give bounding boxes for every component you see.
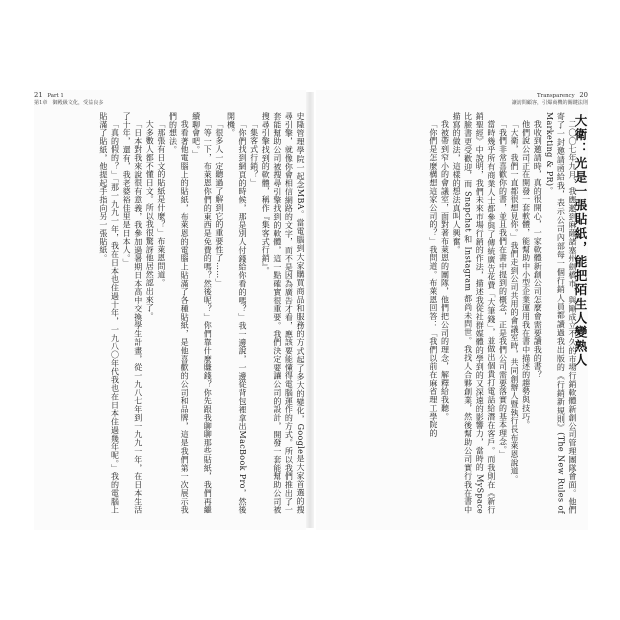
- left-chapter-title: 第1章 御殿級文化，受益良多: [34, 100, 104, 106]
- paragraph: 我被帶到窄小的會議室，面對著布萊恩的團隊，他們把公司的理念，解釋給我聽。: [440, 120, 450, 421]
- right-page-number: 20: [579, 91, 588, 99]
- paragraph: 「真的假的？」「那一九九一年，我在日本也住過十年，一九八〇年代我也在日本住過幾年呢。」我的電腦上貼滿了貼紙，他提起手指向另一張貼紙。: [98, 112, 120, 514]
- paragraph: 我收到邀請時，真的很開心，一家軟體新創公司怎麼會需要讀我的書？: [533, 120, 543, 379]
- paragraph: 「大衛，我們一直都很想見你。」我們走到公司共用的會議室時，共同創辦人暨執行長布萊恩說道。: [510, 120, 520, 484]
- paragraph: 「那張有日文的貼紙是什麼？」布萊恩問道。: [156, 120, 166, 287]
- paragraph: 「等一下，布萊恩你們的東西是免費的嗎？然後呢？」你們靠什麼賺錢？你先跟我聊聊那些貼紙，我們再繼續聊會吧。」: [191, 112, 213, 514]
- right-running-header: [512, 92, 588, 107]
- paragraph: 「我們非常喜歡你的書，並且我們在書中提到的概念，正是我們公司需要落實的基本理念。」: [498, 120, 508, 459]
- paragraph: 「你們是怎麼構想這家公司的？」我問道。布萊恩回答：「我們以前在麻省理工學院的: [428, 120, 438, 438]
- paragraph: 「集客式行銷？」: [249, 120, 259, 187]
- paragraph: 大多數人都不懂日文。所以我很驚訝他居然認出來了。: [145, 120, 155, 321]
- paragraph: 史隆管理學院一起念MBA。當電腦到大家購買商品和服務的方式起了多大的變化，Google是大家首選的搜尋引擎，就像你會相信網路的文字，而不是因為廣告才看，應該要能懂得電腦運作的方式。所以我們推出了一套能幫助公司被搜尋引擎找到的軟體，這一點確實很重要。我們決定要讓公司的設計，開發一套能幫助公司被搜尋引擎找到的軟體，稱作『集客式行銷』。: [261, 112, 305, 514]
- right-page: [316, 90, 588, 530]
- right-header-title: Transparency: [537, 93, 575, 99]
- left-page-body: [38, 112, 306, 514]
- paragraph: 他們說公司正在開發一套軟體，能幫助中小型企業運用我在書中描述的趨勢與技巧。: [521, 120, 531, 429]
- right-page-body: [342, 112, 578, 514]
- paragraph: 我看著他電腦上的貼紙，布萊恩的電腦上貼滿了各種貼紙，是他喜歡的公司和品牌，這是我們第一次展示我們的想法。: [168, 112, 190, 514]
- paragraph: 「你們找到網頁的時候，那是別人付錢給你看的嗎？」我一邊說，一邊從背包裡拿出MacBook Pro，然後開機。: [226, 112, 248, 514]
- left-part-label: Part 1: [47, 93, 64, 99]
- paragraph: 當時幾乎所有商業人士都參與了傳統廣告花費「大筆錢」，並做出個貴打電話給潛在客戶。而我則在《新行銷聖經》中說明，我們未來市場行銷的作法，描述我從社群媒體的學到的又深遠的影響力，當時的 MySpace 比臉書更受歡迎，而 Snapchat 和 Instagram 都尚未問世。我找人合夥創業，然後幫助公司實行我在書中描寫的做法，這樣的想法真叫人興奮。: [452, 112, 496, 514]
- right-chapter-title: 讓訪問顧客，引爆商機的關鍵法則: [511, 100, 588, 106]
- left-page-number: 21: [34, 91, 43, 99]
- paragraph: 「日本對我來說很有意義，我參加過暑期日本高中交換學生計畫，從一九八七年到一九九一年，在日本生活了十年，還有，我老婆裕佳里是日本人。」: [122, 112, 143, 514]
- book-gutter: [306, 92, 314, 528]
- left-page: [34, 90, 306, 530]
- paragraph: 二〇〇七年九月，我應邀到麻薩諸塞州劍橋市，與剛成立不久的市場行銷軟體新創公司管理團隊會面。他們寄了一封邀請函給我，表示公司內部每一個行銷人員都讀過我出版的《行銷新規則》(The New Rules of Marketing & PR)。: [544, 112, 577, 514]
- paragraph: 「很多人一定聽過了解到它的重要性了……」: [214, 120, 224, 287]
- left-running-header: [34, 92, 103, 107]
- section-headline: 大衛：光是一張貼紙，能把陌生人變熟人: [573, 114, 588, 368]
